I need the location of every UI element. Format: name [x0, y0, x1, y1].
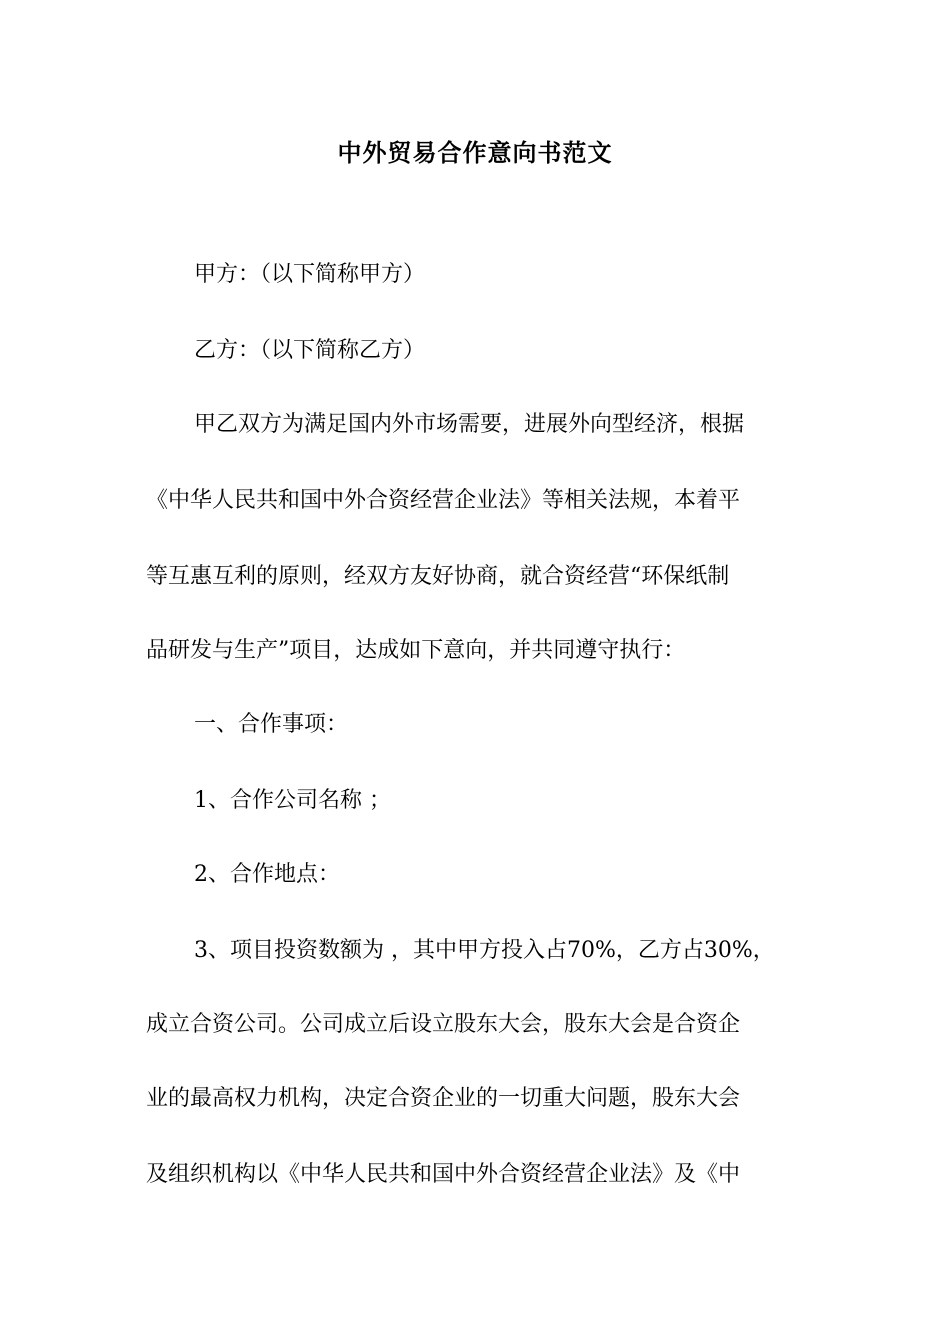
party-a-line: 甲方：（以下简称甲方）	[194, 262, 426, 287]
document-title: 中外贸易合作意向书范文	[337, 138, 613, 167]
list-item: 1、合作公司名称 ；	[194, 788, 391, 813]
paragraph-line: 甲乙双方为满足国内外市场需要，进展外向型经济，根据	[194, 412, 745, 437]
paragraph-line: 《中华人民共和国中外合资经营企业法》等相关法规，本着平	[146, 488, 741, 513]
list-item: 2、合作地点：	[194, 862, 340, 887]
paragraph-line: 等互惠互利的原则，经双方友好协商，就合资经营“环保纸制	[146, 564, 730, 589]
paragraph-line: 及组织机构以《中华人民共和国中外合资经营企业法》及《中	[146, 1162, 741, 1187]
list-item: 3、项目投资数额为 ，其中甲方投入占70%，乙方占30%，	[194, 938, 775, 963]
party-b-line: 乙方：（以下简称乙方）	[194, 338, 426, 363]
paragraph-line: 成立合资公司。公司成立后设立股东大会，股东大会是合资企	[146, 1012, 741, 1037]
paragraph-line: 业的最高权力机构，决定合资企业的一切重大问题，股东大会	[146, 1086, 741, 1111]
section-heading: 一、合作事项：	[194, 712, 349, 737]
paragraph-line: 品研发与生产”项目，达成如下意向，并共同遵守执行：	[146, 638, 686, 663]
